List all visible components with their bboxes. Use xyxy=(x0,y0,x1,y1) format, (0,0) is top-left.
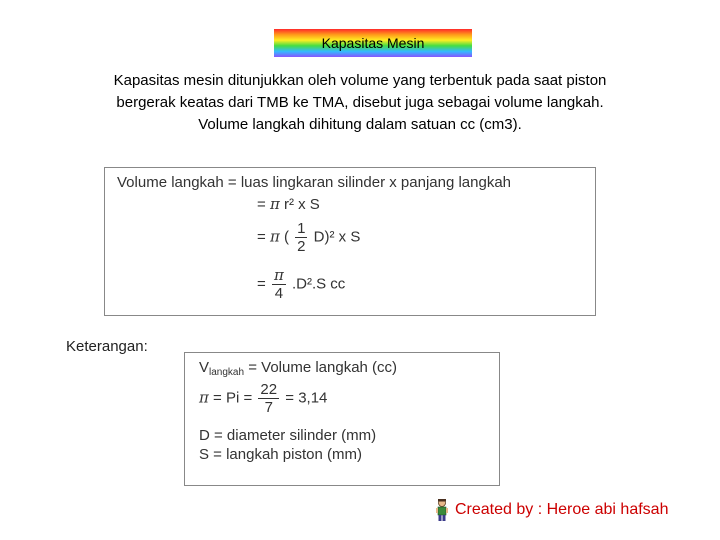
formula-line-4 xyxy=(257,267,345,302)
pi-symbol: π xyxy=(269,195,280,213)
fraction-denominator: 4 xyxy=(274,285,284,302)
formula-line-1: Volume langkah = luas lingkaran silinder x panjang langkah xyxy=(117,174,512,191)
legend-box xyxy=(184,352,500,486)
title-banner xyxy=(274,29,472,57)
fraction-pi-over-four xyxy=(272,267,286,302)
volume-symbol: V xyxy=(199,359,210,376)
credit-text: Created by : Heroe abi hafsah xyxy=(455,501,669,518)
legend-diameter: D = diameter silinder (mm) xyxy=(199,427,377,444)
fraction-denominator: 7 xyxy=(264,399,273,416)
pi-value: = 3,14 xyxy=(285,389,328,407)
legend-volume xyxy=(199,359,397,382)
intro-line: Volume langkah dihitung dalam satuan cc (cm3). xyxy=(198,116,522,133)
equals-sign: = xyxy=(257,196,266,213)
fraction-numerator: 22 xyxy=(260,381,278,398)
intro-line: bergerak keatas dari TMB ke TMA, disebut juga sebagai volume langkah. xyxy=(116,94,604,111)
intro-line: Kapasitas mesin ditunjukkan oleh volume yang terbentuk pada saat piston xyxy=(113,72,607,89)
formula-line-2-text: r² x S xyxy=(283,196,320,213)
fraction-denominator: 2 xyxy=(297,238,306,255)
pi-equals: = Pi = xyxy=(213,389,253,407)
equals-sign: = xyxy=(257,275,266,293)
credit-footer xyxy=(434,498,668,522)
fraction-numerator: π xyxy=(273,266,284,284)
equals-sign: = xyxy=(257,228,266,246)
volume-description: = Volume langkah (cc) xyxy=(248,359,398,376)
formula-line-3-text: D)² x S xyxy=(313,228,361,246)
open-paren: ( xyxy=(283,228,289,246)
intro-paragraph xyxy=(60,70,660,136)
pi-symbol: π xyxy=(269,227,280,246)
fraction-numerator: 1 xyxy=(297,220,306,237)
keterangan-label: Keterangan: xyxy=(66,338,148,355)
formula-line-2 xyxy=(257,195,320,214)
formula-line-3 xyxy=(257,220,360,255)
formula-line-4-text: .D².S cc xyxy=(291,275,346,293)
legend-stroke: S = langkah piston (mm) xyxy=(199,446,362,463)
character-icon xyxy=(434,498,450,522)
fraction-one-half xyxy=(295,220,307,255)
fraction-22-over-7 xyxy=(258,381,279,416)
volume-subscript: langkah xyxy=(209,367,245,378)
formula-box xyxy=(104,167,596,316)
page-title: Kapasitas Mesin xyxy=(321,35,425,51)
pi-symbol: π xyxy=(199,388,209,407)
legend-pi xyxy=(199,381,327,416)
